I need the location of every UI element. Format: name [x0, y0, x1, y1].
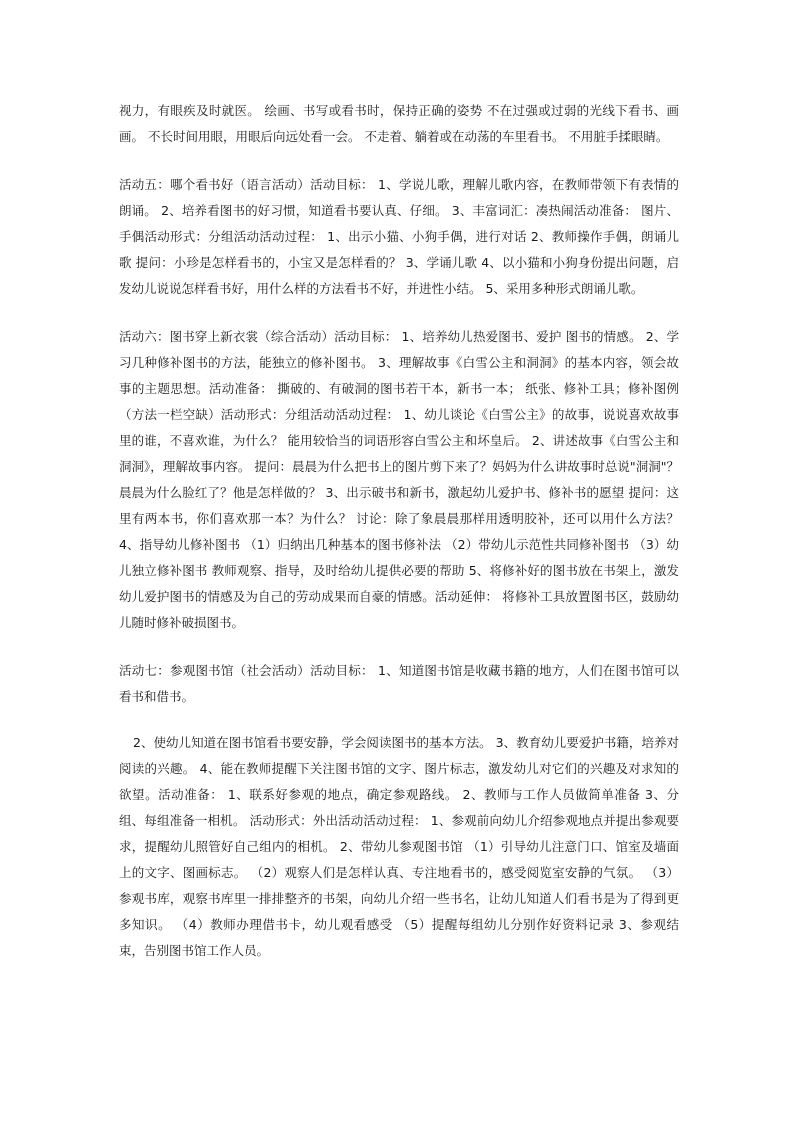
paragraph-activity-six: 活动六：图书穿上新衣裳（综合活动）活动目标： 1、培养幼儿热爱图书、爱护 图书的情感。 2、学习几种修补图书的方法，能独立的修补图书。 3、理解故事《白雪公主和洞洞》的基本内容，领会故事的主题思想。活动准备： 撕破的、有破洞的图书若干本，新书一本； 纸张、修补工具；修补图例（方法一栏空缺）活动形式：分组活动活动过程： 1、幼儿谈论《白雪公主》的故事，说说喜欢故事里的谁，不喜欢谁，为什么？ 能用较恰当的词语形容白雪公主和坏皇后。 2、讲述故事《白雪公主和洞洞》，理解故事内容。 提问：晨晨为什么把书上的图片剪下来了？妈妈为什么讲故事时总说"洞洞"？晨晨为什么脸红了？他是怎样做的？ 3、出示破书和新书，激起幼儿爱护书、修补书的愿望 提问：这里有两本书，你们喜欢那一本？为什么？ 讨论：除了象晨晨那样用透明胶补，还可以用什么方法？ 4、指导幼儿修补图书 （1）归纳出几种基本的图书修补法 （2）带幼儿示范性共同修补图书 （3）幼儿独立修补图书 教师观察、指导，及时给幼儿提供必要的帮助 5、将修补好的图书放在书架上，激发幼儿爱护图书的情感及为自己的劳动成果而自豪的情感。活动延伸： 将修补工具放置图书区，鼓励幼儿随时修补破损图书。 [119, 329, 679, 630]
paragraph-activity-five: 活动五：哪个看书好（语言活动）活动目标： 1、学说儿歌，理解儿歌内容，在教师带领下有表情的朗诵。 2、培养看图书的好习惯，知道看书要认真、仔细。 3、丰富词汇：凑热闹活动准备： 图片、手偶活动形式：分组活动活动过程： 1、出示小猫、小狗手偶，进行对话 2、教师操作手偶，朗诵儿歌 提问：小珍是怎样看书的，小宝又是怎样看的？ 3、学诵儿歌 4、以小猫和小狗身份提出问题，启发幼儿说说怎样看书好，用什么样的方法看书不好，并进性小结。 5、采用多种形式朗诵儿歌。 [119, 177, 679, 296]
paragraph-activity-seven-intro: 活动七：参观图书馆（社会活动）活动目标： 1、知道图书馆是收藏书籍的地方，人们在图书馆可以看书和借书。 [119, 663, 679, 704]
document-page [119, 98, 679, 964]
paragraph-eye-care: 视力，有眼疾及时就医。 绘画、书写或看书时，保持正确的姿势 不在过强或过弱的光线下看书、画画。 不长时间用眼，用眼后向远处看一会。 不走着、躺着或在动荡的车里看书。 不用脏手揉眼睛。 [119, 103, 679, 144]
paragraph-activity-seven-body: 2、使幼儿知道在图书馆看书要安静，学会阅读图书的基本方法。 3、教育幼儿要爱护书籍，培养对阅读的兴趣。 4、能在教师提醒下关注图书馆的文字、图片标志，激发幼儿对它们的兴趣及对求知的欲望。活动准备： 1、联系好参观的地点，确定参观路线。 2、教师与工作人员做简单准备 3、分组、每组准备一相机。 活动形式：外出活动活动过程： 1、参观前向幼儿介绍参观地点并提出参观要求，提醒幼儿照管好自己组内的相机。 2、带幼儿参观图书馆 （1）引导幼儿注意门口、馆室及墙面上的文字、图画标志。 （2）观察人们是怎样认真、专注地看书的，感受阅览室安静的气氛。 （3）参观书库，观察书库里一排排整齐的书架，向幼儿介绍一些书名，让幼儿知道人们看书是为了得到更多知识。 （4）教师办理借书卡，幼儿观看感受 （5）提醒每组幼儿分别作好资料记录 3、参观结束，告别图书馆工作人员。 [119, 735, 679, 958]
